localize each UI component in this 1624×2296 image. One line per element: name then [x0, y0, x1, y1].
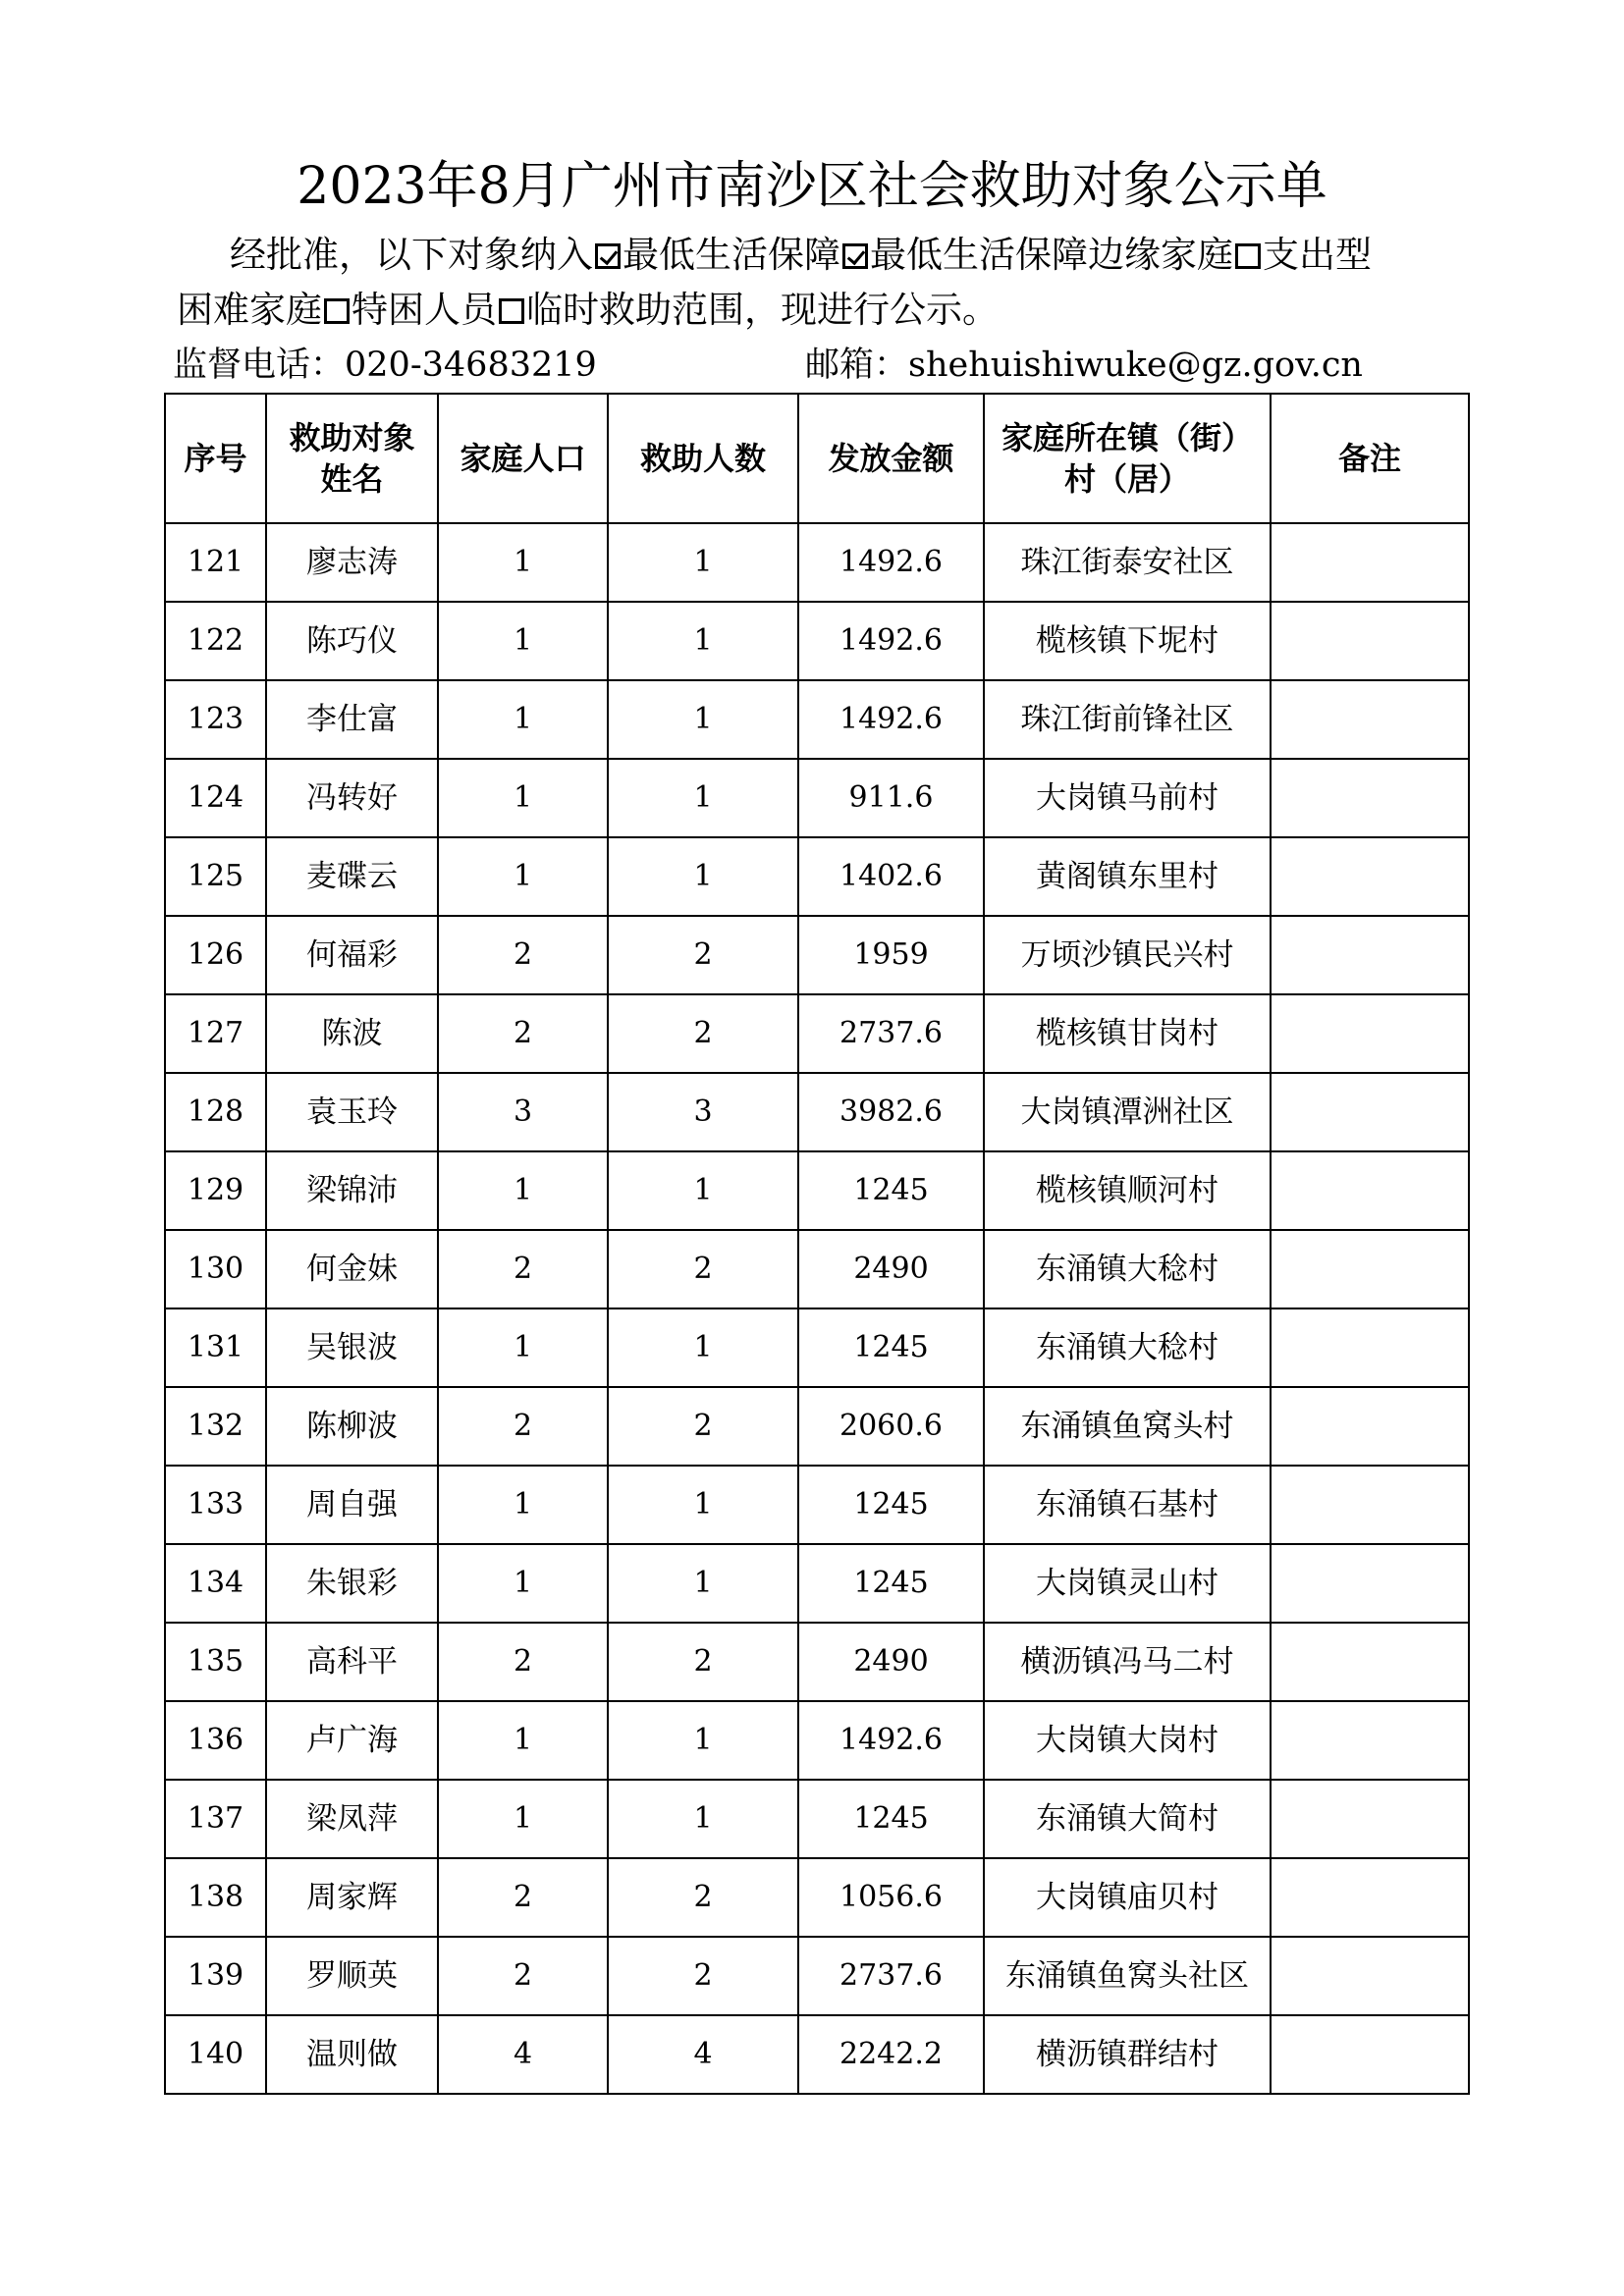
- cell-name: 麦碟云: [266, 837, 438, 916]
- cell-town: 横沥镇群结村: [984, 2015, 1271, 2094]
- cell-aided: 1: [608, 1780, 798, 1858]
- cell-seq: 122: [165, 602, 266, 680]
- table-row: [165, 602, 1469, 680]
- cell-seq: 132: [165, 1387, 266, 1466]
- cell-seq: 126: [165, 916, 266, 994]
- cell-name: 吴银波: [266, 1308, 438, 1387]
- cell-amount: 1959: [798, 916, 984, 994]
- table-row: [165, 759, 1469, 837]
- cell-remark: [1271, 523, 1469, 602]
- cell-household: 2: [438, 1387, 608, 1466]
- cell-amount: 1492.6: [798, 602, 984, 680]
- cell-amount: 2490: [798, 1623, 984, 1701]
- cell-seq: 127: [165, 994, 266, 1073]
- cell-household: 2: [438, 1230, 608, 1308]
- cell-remark: [1271, 1466, 1469, 1544]
- cell-town: 东涌镇大稔村: [984, 1308, 1271, 1387]
- cell-aided: 4: [608, 2015, 798, 2094]
- cell-remark: [1271, 994, 1469, 1073]
- table-row: [165, 680, 1469, 759]
- cell-aided: 2: [608, 1858, 798, 1937]
- cell-seq: 137: [165, 1780, 266, 1858]
- phone-label: 监督电话：: [173, 346, 346, 385]
- checkbox-option-3: [324, 298, 350, 324]
- cell-amount: 1245: [798, 1544, 984, 1623]
- table-row: [165, 523, 1469, 602]
- table-header-row: [165, 394, 1469, 523]
- cell-remark: [1271, 1073, 1469, 1151]
- cell-amount: 1492.6: [798, 523, 984, 602]
- cell-amount: 3982.6: [798, 1073, 984, 1151]
- cell-seq: 124: [165, 759, 266, 837]
- cell-aided: 1: [608, 1544, 798, 1623]
- cell-seq: 129: [165, 1151, 266, 1230]
- header-name-line2: 姓名: [320, 460, 384, 498]
- header-household: 家庭人口: [438, 394, 608, 523]
- cell-town: 榄核镇顺河村: [984, 1151, 1271, 1230]
- cell-name: 高科平: [266, 1623, 438, 1701]
- cell-aided: 2: [608, 916, 798, 994]
- cell-aided: 1: [608, 1308, 798, 1387]
- contact-line: [173, 341, 1479, 390]
- header-seq: 序号: [165, 394, 266, 523]
- cell-remark: [1271, 1308, 1469, 1387]
- cell-household: 1: [438, 837, 608, 916]
- cell-remark: [1271, 602, 1469, 680]
- cell-aided: 1: [608, 837, 798, 916]
- cell-aided: 3: [608, 1073, 798, 1151]
- cell-aided: 1: [608, 680, 798, 759]
- cell-town: 榄核镇甘岗村: [984, 994, 1271, 1073]
- cell-town: 黄阁镇东里村: [984, 837, 1271, 916]
- cell-seq: 139: [165, 1937, 266, 2015]
- table-row: [165, 2015, 1469, 2094]
- table-body: [165, 523, 1469, 2094]
- cell-name: 陈巧仪: [266, 602, 438, 680]
- checkbox-option-1: [842, 243, 868, 269]
- cell-name: 卢广海: [266, 1701, 438, 1780]
- cell-name: 罗顺英: [266, 1937, 438, 2015]
- cell-household: 1: [438, 1701, 608, 1780]
- cell-household: 3: [438, 1073, 608, 1151]
- intro-paragraph: [177, 228, 1483, 338]
- cell-name: 冯转好: [266, 759, 438, 837]
- cell-remark: [1271, 1544, 1469, 1623]
- cell-aided: 2: [608, 1937, 798, 2015]
- option-label-2-part1: 支出型: [1263, 234, 1372, 276]
- cell-name: 廖志涛: [266, 523, 438, 602]
- cell-town: 大岗镇大岗村: [984, 1701, 1271, 1780]
- cell-amount: 1245: [798, 1151, 984, 1230]
- cell-remark: [1271, 1151, 1469, 1230]
- cell-household: 1: [438, 1308, 608, 1387]
- cell-seq: 130: [165, 1230, 266, 1308]
- cell-seq: 136: [165, 1701, 266, 1780]
- cell-aided: 1: [608, 602, 798, 680]
- intro-line-1: [177, 228, 1483, 283]
- option-label-2-part2: 困难家庭: [177, 289, 322, 331]
- cell-name: 陈波: [266, 994, 438, 1073]
- cell-aided: 1: [608, 759, 798, 837]
- cell-household: 1: [438, 602, 608, 680]
- cell-name: 温则做: [266, 2015, 438, 2094]
- intro-suffix: 范围，现进行公示。: [672, 289, 999, 331]
- cell-remark: [1271, 1937, 1469, 2015]
- cell-seq: 138: [165, 1858, 266, 1937]
- cell-amount: 1245: [798, 1308, 984, 1387]
- cell-town: 珠江街泰安社区: [984, 523, 1271, 602]
- cell-amount: 2490: [798, 1230, 984, 1308]
- cell-amount: 2242.2: [798, 2015, 984, 2094]
- header-town-line2: 村（居）: [1063, 460, 1190, 498]
- cell-aided: 2: [608, 1230, 798, 1308]
- cell-household: 1: [438, 680, 608, 759]
- cell-amount: 2737.6: [798, 994, 984, 1073]
- cell-name: 周家辉: [266, 1858, 438, 1937]
- table-row: [165, 1308, 1469, 1387]
- cell-amount: 2060.6: [798, 1387, 984, 1466]
- cell-aided: 2: [608, 1387, 798, 1466]
- cell-amount: 1492.6: [798, 680, 984, 759]
- checkbox-option-2: [1235, 243, 1261, 269]
- cell-remark: [1271, 1780, 1469, 1858]
- header-town-line1: 家庭所在镇（街）: [1001, 419, 1253, 456]
- cell-aided: 1: [608, 1151, 798, 1230]
- option-label-4: 临时救助: [526, 289, 672, 331]
- cell-town: 榄核镇下坭村: [984, 602, 1271, 680]
- cell-town: 大岗镇潭洲社区: [984, 1073, 1271, 1151]
- cell-remark: [1271, 837, 1469, 916]
- cell-household: 1: [438, 759, 608, 837]
- table-row: [165, 916, 1469, 994]
- cell-remark: [1271, 759, 1469, 837]
- option-label-3: 特困人员: [352, 289, 497, 331]
- cell-amount: 1245: [798, 1466, 984, 1544]
- cell-aided: 1: [608, 1701, 798, 1780]
- phone-number: 020-34683219: [345, 346, 597, 385]
- cell-household: 2: [438, 916, 608, 994]
- email-address: shehuishiwuke@gz.gov.cn: [908, 346, 1363, 385]
- cell-town: 东涌镇石基村: [984, 1466, 1271, 1544]
- cell-amount: 2737.6: [798, 1937, 984, 2015]
- table-row: [165, 994, 1469, 1073]
- cell-seq: 131: [165, 1308, 266, 1387]
- cell-household: 1: [438, 523, 608, 602]
- cell-seq: 128: [165, 1073, 266, 1151]
- table-row: [165, 1623, 1469, 1701]
- intro-prefix: 经批准，以下对象纳入: [230, 234, 593, 276]
- cell-household: 2: [438, 1858, 608, 1937]
- table-row: [165, 837, 1469, 916]
- cell-seq: 125: [165, 837, 266, 916]
- cell-town: 大岗镇灵山村: [984, 1544, 1271, 1623]
- cell-household: 1: [438, 1466, 608, 1544]
- cell-seq: 121: [165, 523, 266, 602]
- table-row: [165, 1073, 1469, 1151]
- header-town: [984, 394, 1271, 523]
- cell-remark: [1271, 2015, 1469, 2094]
- cell-seq: 123: [165, 680, 266, 759]
- cell-amount: 911.6: [798, 759, 984, 837]
- cell-name: 何金妹: [266, 1230, 438, 1308]
- cell-amount: 1245: [798, 1780, 984, 1858]
- cell-name: 周自强: [266, 1466, 438, 1544]
- cell-remark: [1271, 680, 1469, 759]
- cell-seq: 140: [165, 2015, 266, 2094]
- table-row: [165, 1230, 1469, 1308]
- table-row: [165, 1858, 1469, 1937]
- cell-name: 梁锦沛: [266, 1151, 438, 1230]
- cell-household: 1: [438, 1780, 608, 1858]
- table-row: [165, 1937, 1469, 2015]
- checkbox-option-0: [595, 243, 621, 269]
- header-amount: 发放金额: [798, 394, 984, 523]
- cell-name: 朱银彩: [266, 1544, 438, 1623]
- page-title: 2023年8月广州市南沙区社会救助对象公示单: [297, 157, 1327, 216]
- cell-seq: 135: [165, 1623, 266, 1701]
- cell-name: 袁玉玲: [266, 1073, 438, 1151]
- cell-household: 2: [438, 994, 608, 1073]
- cell-town: 东涌镇大简村: [984, 1780, 1271, 1858]
- cell-aided: 1: [608, 1466, 798, 1544]
- cell-household: 1: [438, 1544, 608, 1623]
- checkbox-option-4: [499, 298, 524, 324]
- cell-amount: 1402.6: [798, 837, 984, 916]
- cell-seq: 134: [165, 1544, 266, 1623]
- table-row: [165, 1151, 1469, 1230]
- cell-name: 梁凤萍: [266, 1780, 438, 1858]
- cell-town: 大岗镇马前村: [984, 759, 1271, 837]
- cell-aided: 1: [608, 523, 798, 602]
- recipients-table: [164, 393, 1470, 2095]
- cell-household: 2: [438, 1623, 608, 1701]
- cell-household: 2: [438, 1937, 608, 2015]
- cell-town: 横沥镇冯马二村: [984, 1623, 1271, 1701]
- cell-remark: [1271, 916, 1469, 994]
- option-label-0: 最低生活保障: [623, 234, 840, 276]
- cell-household: 4: [438, 2015, 608, 2094]
- cell-aided: 2: [608, 1623, 798, 1701]
- email-block: [805, 341, 1363, 390]
- header-aided: 救助人数: [608, 394, 798, 523]
- cell-remark: [1271, 1387, 1469, 1466]
- cell-amount: 1056.6: [798, 1858, 984, 1937]
- table-row: [165, 1466, 1469, 1544]
- header-name: [266, 394, 438, 523]
- cell-town: 东涌镇大稔村: [984, 1230, 1271, 1308]
- cell-amount: 1492.6: [798, 1701, 984, 1780]
- table-row: [165, 1387, 1469, 1466]
- table-row: [165, 1544, 1469, 1623]
- cell-name: 陈柳波: [266, 1387, 438, 1466]
- cell-town: 珠江街前锋社区: [984, 680, 1271, 759]
- header-name-line1: 救助对象: [289, 419, 415, 456]
- cell-remark: [1271, 1230, 1469, 1308]
- cell-town: 大岗镇庙贝村: [984, 1858, 1271, 1937]
- cell-town: 东涌镇鱼窝头社区: [984, 1937, 1271, 2015]
- cell-household: 1: [438, 1151, 608, 1230]
- table-row: [165, 1780, 1469, 1858]
- email-label: 邮箱：: [805, 346, 909, 385]
- cell-town: 万顷沙镇民兴村: [984, 916, 1271, 994]
- cell-remark: [1271, 1623, 1469, 1701]
- cell-name: 何福彩: [266, 916, 438, 994]
- cell-remark: [1271, 1858, 1469, 1937]
- cell-aided: 2: [608, 994, 798, 1073]
- cell-town: 东涌镇鱼窝头村: [984, 1387, 1271, 1466]
- cell-seq: 133: [165, 1466, 266, 1544]
- table-row: [165, 1701, 1469, 1780]
- cell-remark: [1271, 1701, 1469, 1780]
- intro-line-2: [177, 283, 1483, 338]
- option-label-1: 最低生活保障边缘家庭: [870, 234, 1233, 276]
- header-remark: 备注: [1271, 394, 1469, 523]
- cell-name: 李仕富: [266, 680, 438, 759]
